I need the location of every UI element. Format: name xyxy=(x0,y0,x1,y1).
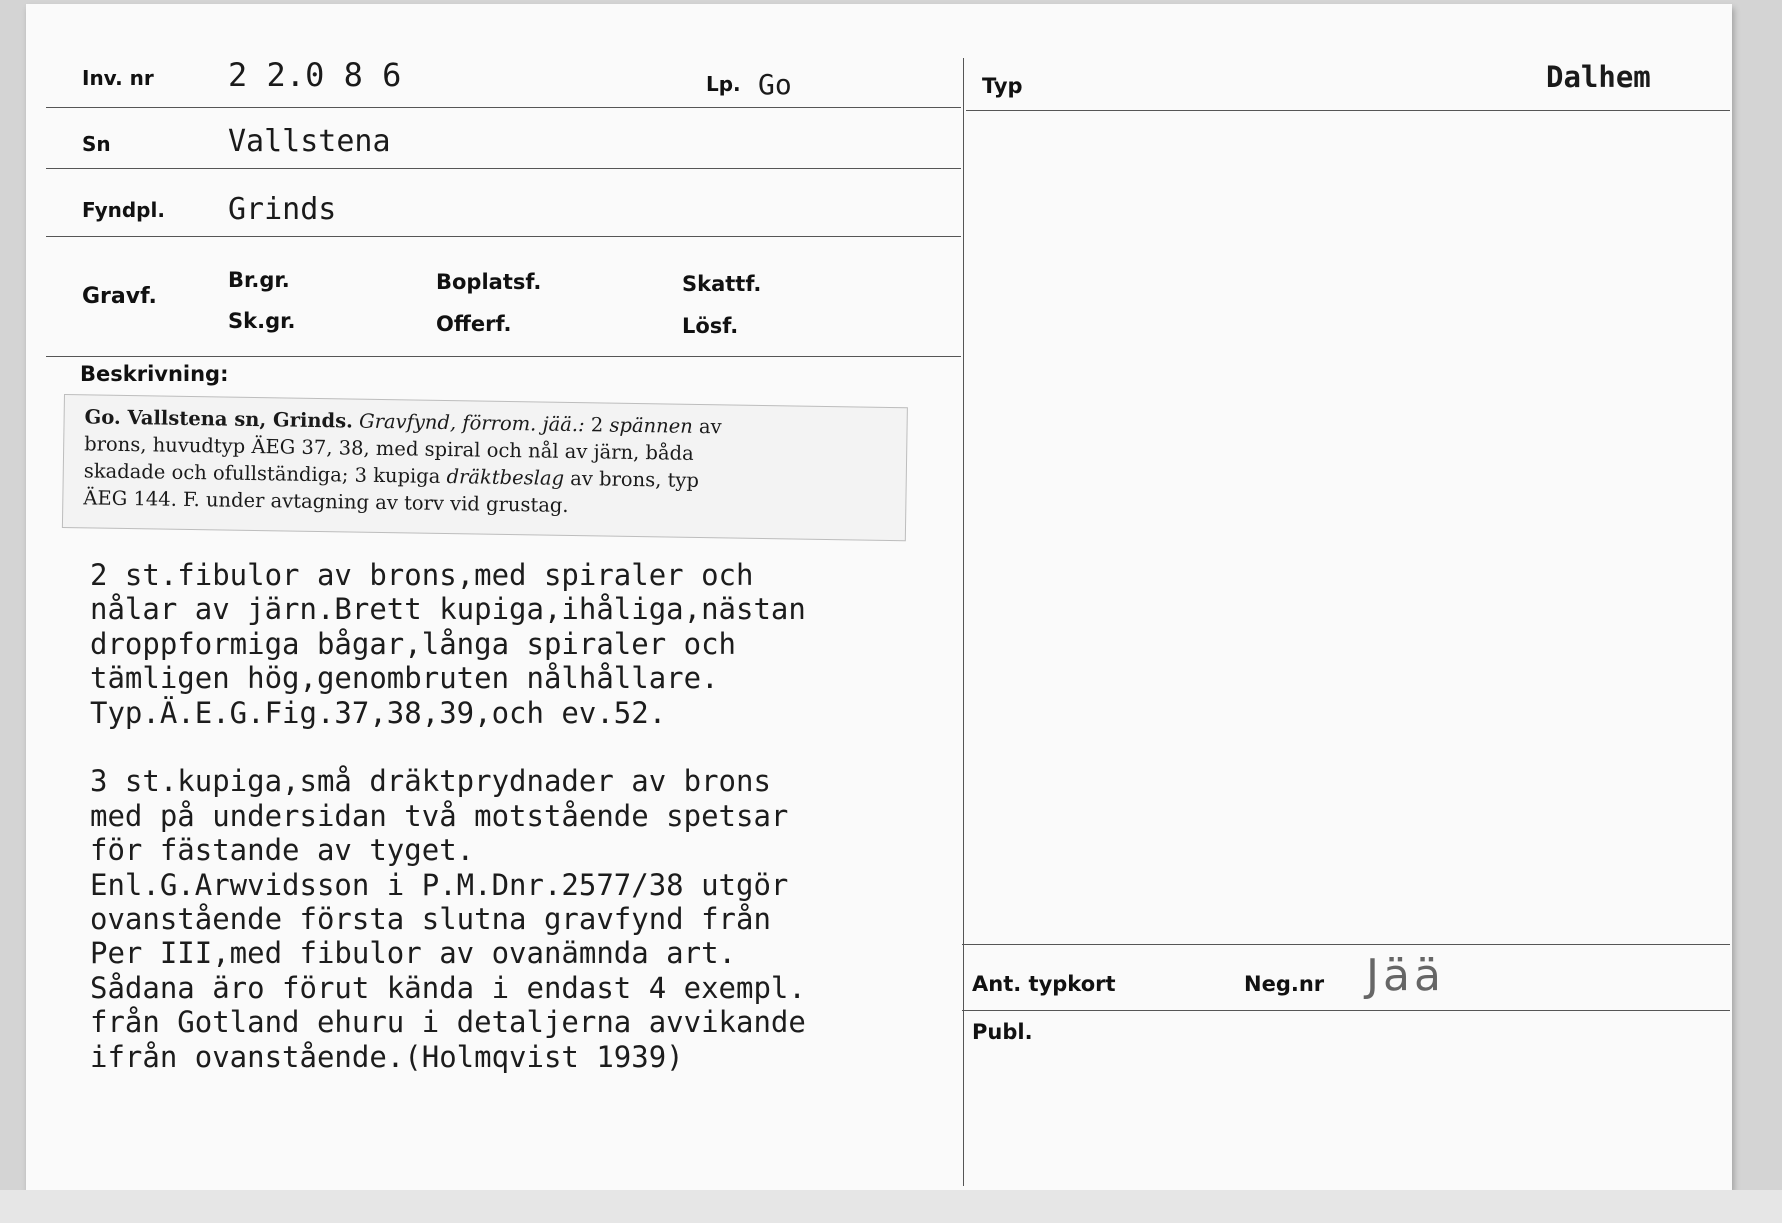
description-line: för fästande av tyget. xyxy=(90,833,475,868)
neg-nr-label: Neg.nr xyxy=(1244,972,1325,996)
fyndpl-label: Fyndpl. xyxy=(82,198,165,222)
description-line: 3 st.kupiga,små dräktprydnader av brons xyxy=(90,764,771,799)
description-line: Sådana äro förut kända i endast 4 exempl. xyxy=(90,970,806,1005)
boplatsf-label: Boplatsf. xyxy=(436,270,542,294)
inv-nr-value: 2 2.0 8 6 xyxy=(228,56,402,94)
rule-gravf xyxy=(46,356,961,357)
beskrivning-label: Beskrivning: xyxy=(80,362,229,386)
scan-background xyxy=(0,1190,1782,1223)
clipping-text: av brons, typ xyxy=(570,466,700,492)
clipping-category: Gravfynd, förrom. jää.: xyxy=(358,409,585,437)
parish-value: Dalhem xyxy=(1546,60,1651,94)
description-line: tämligen hög,genombruten nålhållare. xyxy=(90,661,719,696)
clipping-object: dräktbeslag xyxy=(446,465,565,490)
inv-nr-label: Inv. nr xyxy=(82,66,154,90)
sn-label: Sn xyxy=(82,132,111,156)
typ-label: Typ xyxy=(982,74,1023,98)
description-line: Typ.Ä.E.G.Fig.37,38,39,och ev.52. xyxy=(90,695,667,730)
rule-ant-typkort xyxy=(962,944,1730,945)
publ-label: Publ. xyxy=(972,1020,1033,1044)
clipping-object: spännen xyxy=(609,413,693,438)
printed-clipping xyxy=(62,394,908,541)
offerf-label: Offerf. xyxy=(436,312,512,336)
skattf-label: Skattf. xyxy=(682,272,762,296)
rule-sn xyxy=(46,168,961,169)
clipping-text: av xyxy=(698,414,722,439)
clipping-line-4: ÄEG 144. F. under avtagning av torv vid grustag. xyxy=(83,486,569,517)
losf-label: Lösf. xyxy=(682,314,739,338)
description-line: droppformiga bågar,långa spiraler och xyxy=(90,626,737,661)
ant-typkort-label: Ant. typkort xyxy=(972,972,1116,996)
description-line: Per III,med fibulor av ovanämnda art. xyxy=(90,936,737,971)
rule-typ xyxy=(966,110,1730,111)
description-line: med på undersidan två motstående spetsar xyxy=(90,798,789,833)
description-line: 2 st.fibulor av brons,med spiraler och xyxy=(90,558,754,592)
rule-invnr xyxy=(46,107,961,108)
column-divider xyxy=(963,58,964,1186)
clipping-count: 2 xyxy=(590,413,604,437)
lp-label: Lp. xyxy=(706,72,741,96)
description-line: nålar av järn.Brett kupiga,ihåliga,nästan xyxy=(90,592,806,627)
clipping-line-2: brons, huvudtyp ÄEG 37, 38, med spiral och nål av järn, båda xyxy=(84,432,694,465)
sn-value: Vallstena xyxy=(228,124,391,159)
description-line: ovanstående första slutna gravfynd från xyxy=(90,902,771,937)
description-line: ifrån ovanstående.(Holmqvist 1939) xyxy=(90,1039,684,1074)
rule-publ xyxy=(962,1010,1730,1011)
neg-nr-value: Jää xyxy=(1366,950,1445,1001)
sk-gr-label: Sk.gr. xyxy=(228,309,296,333)
description-line xyxy=(90,730,960,764)
typed-description xyxy=(90,558,960,1074)
lp-value: Go xyxy=(758,68,792,101)
clipping-text: skadade och ofullständiga; 3 kupiga xyxy=(83,459,441,488)
description-line: från Gotland ehuru i detaljerna avvikande xyxy=(90,1005,806,1040)
clipping-heading: Go. Vallstena sn, Grinds. xyxy=(84,405,354,433)
description-line: Enl.G.Arwvidsson i P.M.Dnr.2577/38 utgör xyxy=(90,867,789,902)
gravf-label: Gravf. xyxy=(82,284,157,309)
br-gr-label: Br.gr. xyxy=(228,268,290,292)
fyndpl-value: Grinds xyxy=(228,192,337,227)
rule-fyndpl xyxy=(46,236,961,237)
